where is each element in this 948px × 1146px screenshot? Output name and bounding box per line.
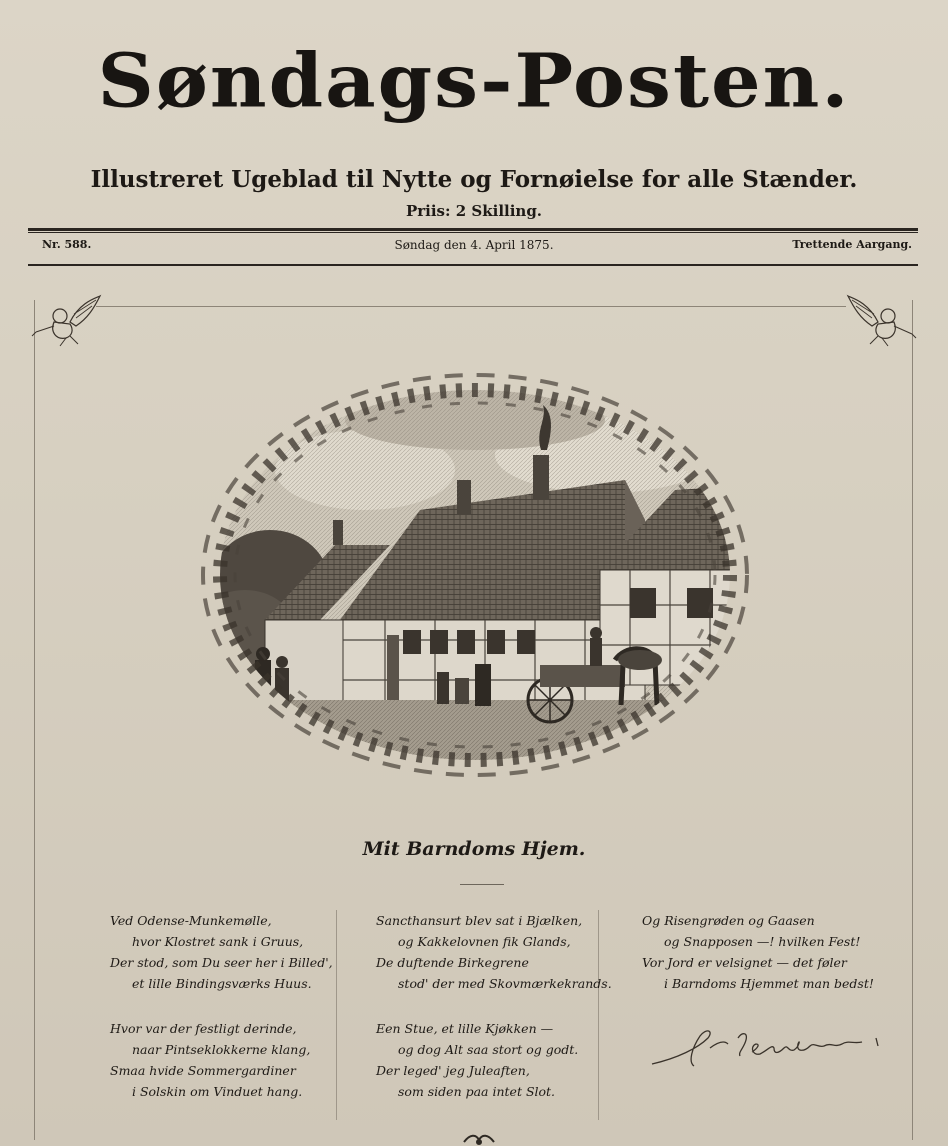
poem-line: Og Risengrøden og Gaasen bbox=[642, 913, 815, 928]
issue-number: Nr. 588. bbox=[42, 238, 92, 251]
poem-line: et lille Bindingsværks Huus. bbox=[132, 976, 312, 991]
stanza bbox=[110, 910, 333, 994]
poem-title: Mit Barndoms Hjem. bbox=[362, 838, 586, 860]
stanza bbox=[642, 910, 874, 994]
cherub-icon bbox=[30, 292, 102, 350]
poem-line: naar Pintseklokkerne klang, bbox=[132, 1042, 311, 1057]
ornament-icon bbox=[462, 1132, 496, 1146]
poem-line: hvor Klostret sank i Gruus, bbox=[132, 934, 304, 949]
volume: Trettende Aargang. bbox=[792, 238, 912, 251]
poem-line: De duftende Birkegrene bbox=[376, 955, 529, 970]
poem-line: Vor Jord er velsignet — det føler bbox=[642, 955, 847, 970]
poem-line: som siden paa intet Slot. bbox=[398, 1084, 556, 1099]
poem-line: i Barndoms Hjemmet man bedst! bbox=[664, 976, 874, 991]
poem-line: og Kakkelovnen fik Glands, bbox=[398, 934, 571, 949]
frame-line-top bbox=[96, 306, 846, 307]
poem-line: Der stod, som Du seer her i Billed', bbox=[110, 955, 333, 970]
stanza bbox=[110, 1018, 310, 1102]
header-rule bbox=[28, 228, 918, 231]
poem-line: og Snapposen —! hvilken Fest! bbox=[664, 934, 861, 949]
poem-line: og dog Alt saa stort og godt. bbox=[398, 1042, 579, 1057]
masthead-price: Priis: 2 Skilling. bbox=[405, 202, 543, 220]
masthead-subtitle: Illustreret Ugeblad til Nytte og Fornøielse for alle Stænder. bbox=[90, 166, 858, 193]
author-signature bbox=[648, 1018, 884, 1074]
cherub-icon bbox=[846, 292, 918, 350]
stanza bbox=[376, 910, 612, 994]
house-engraving bbox=[175, 360, 775, 800]
stanza bbox=[376, 1018, 578, 1102]
poem-line: Smaa hvide Sommergardiner bbox=[110, 1063, 296, 1078]
frame-line-right bbox=[912, 300, 913, 1140]
header-rule-thin bbox=[28, 232, 918, 233]
dateline-rule bbox=[28, 264, 918, 266]
column-divider bbox=[336, 910, 337, 1120]
poem-line: Ved Odense-Munkemølle, bbox=[110, 913, 272, 928]
frame-line-left bbox=[34, 300, 35, 1140]
poem-line: Der leged' jeg Juleaften, bbox=[376, 1063, 530, 1078]
poem-line: Hvor var der festligt derinde, bbox=[110, 1021, 297, 1036]
poem-line: Een Stue, et lille Kjøkken — bbox=[376, 1021, 554, 1036]
issue-date: Søndag den 4. April 1875. bbox=[394, 238, 554, 252]
poem-line: stod' der med Skovmærkekrands. bbox=[398, 976, 612, 991]
poem-line: Sancthansurt blev sat i Bjælken, bbox=[376, 913, 583, 928]
title-rule bbox=[460, 884, 504, 885]
poem-line: i Solskin om Vinduet hang. bbox=[132, 1084, 303, 1099]
masthead-title: Søndags-Posten. bbox=[97, 38, 851, 125]
